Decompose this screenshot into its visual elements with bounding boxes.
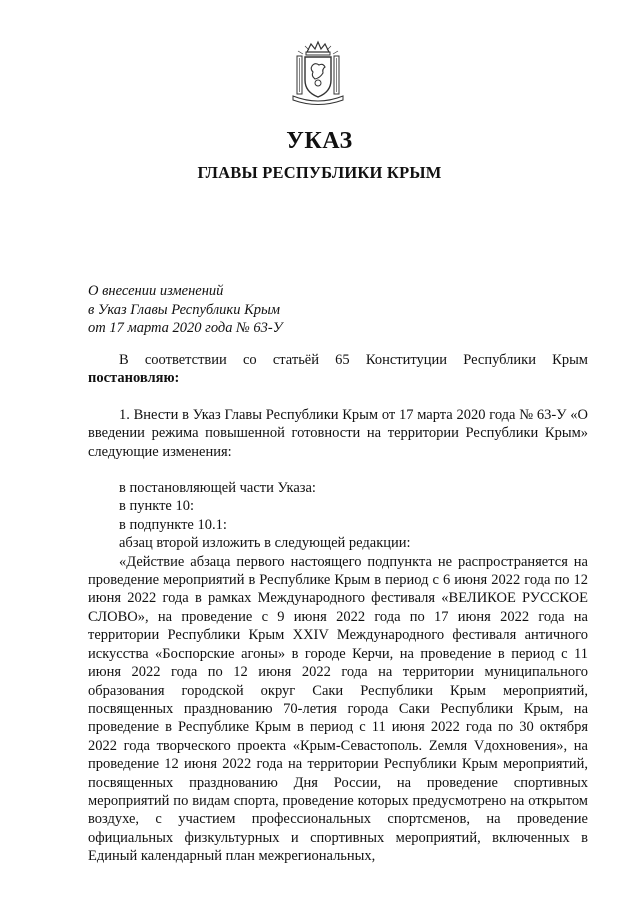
quoted-text-paragraph: «Действие абзаца первого настоящего подпункта не распространяется на проведение мероприятий в Республике Крым в период с 6 июня 2022 года по 12 июня 2022 года в рамках Международного фестиваля «ВЕЛИКОЕ РУССКОЕ СЛОВО», на проведение с 9 июня 2022 года по 17 июня 2022 года на территории Республики Крым XXIV Международного фестиваля античного искусства «Боспорские агоны» в городе Керчи, на проведение в период с 11 июня 2022 года по 12 июня 2022 года на территории муниципального образования городской округ Саки Республики Крым мероприятий, посвященных празднованию 70-летия города Саки Республики Крым, на проведение в Республике Крым в период с 11 июня 2022 года по 30 октября 2022 года творческого проекта «Крым-Севастополь. Zемля Vдохновения», на проведение 12 июня 2022 года на территории Республики Крым мероприятий, посвященных празднованию Дня России, на проведение спортивных мероприятий по видам спорта, проведение которых предусмотрено на открытом воздухе, с участием профессиональных спортсменов, на проведение официальных физкультурных и спортивных мероприятий, включенных в Единый календарный план межрегиональных, — [88, 553, 588, 865]
document-body — [88, 351, 588, 866]
subject-line: О внесении изменений — [88, 283, 224, 299]
preamble-text: В соответствии со статьёй 65 Конституции Республики Крым — [119, 352, 588, 368]
document-subject — [88, 282, 283, 338]
step-paragraph: в подпункте 10.1: — [119, 516, 227, 533]
step-paragraph: абзац второй изложить в следующей редакции: — [119, 535, 411, 552]
step-paragraph: в пункте 10: — [119, 498, 195, 515]
page-title: УКАЗ — [286, 128, 353, 154]
page-subtitle: ГЛАВЫ РЕСПУБЛИКИ КРЫМ — [197, 163, 442, 182]
crimea-coat-of-arms-icon — [285, 38, 351, 106]
step-paragraph: в постановляющей части Указа: — [119, 480, 316, 497]
preamble-emphasis: постановляю — [88, 370, 175, 387]
subject-line: от 17 марта 2020 года № 63-У — [88, 320, 283, 336]
preamble-colon: : — [174, 370, 180, 387]
subject-line: в Указ Главы Республики Крым — [88, 301, 281, 318]
preamble-paragraph — [88, 351, 588, 388]
item-1-paragraph: 1. Внести в Указ Главы Республики Крым от 17 марта 2020 года № 63-У «О введении режима повышенной готовности на территории Республики Крым» следующие изменения: — [88, 406, 588, 460]
